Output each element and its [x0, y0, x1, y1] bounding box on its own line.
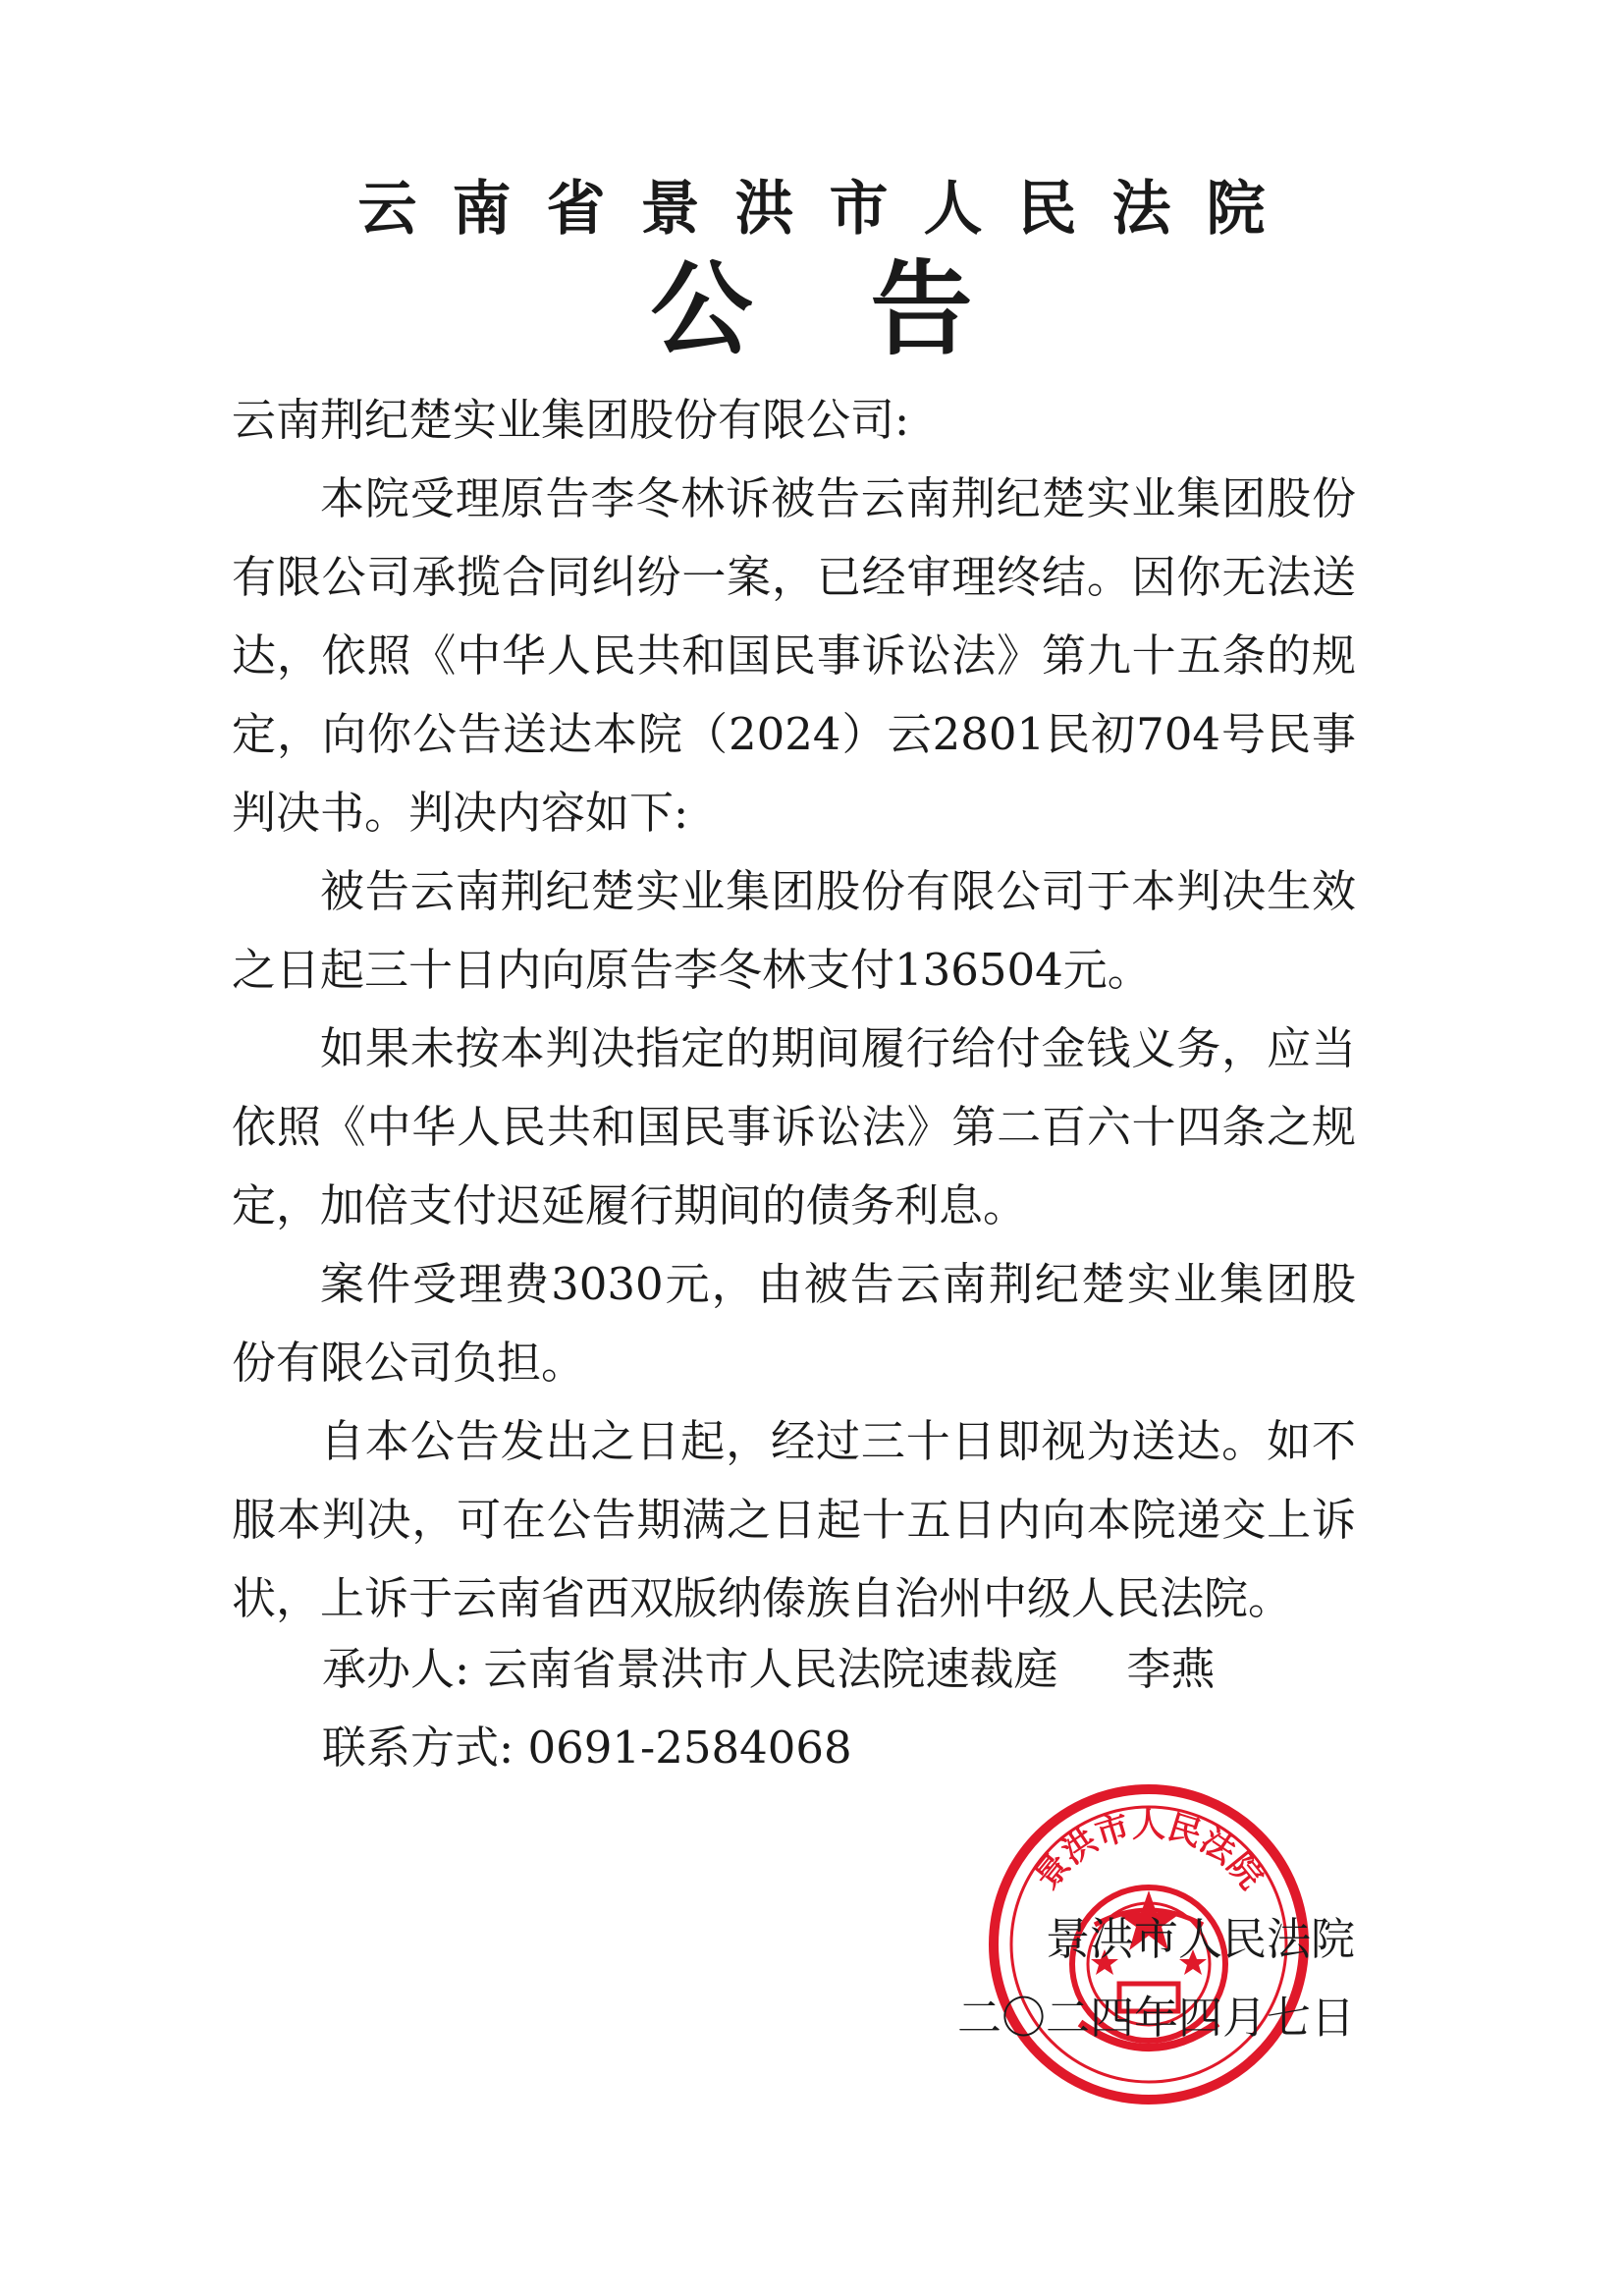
signature-court: 景洪市人民法院 [1045, 1913, 1355, 1965]
paragraph-case-info: 本院受理原告李冬林诉被告云南荆纪楚实业集团股份有限公司承揽合同纠纷一案，已经审理终结。因你无法送达，依照《中华人民共和国民事诉讼法》第九十五条的规定，向你公告送达本院（2024）云2801民初704号民事判决书。判决内容如下: [232, 472, 1356, 839]
paragraph-service-appeal: 自本公告发出之日起，经过三十日即视为送达。如不服本判决，可在公告期满之日起十五日内向本院递交上诉状，上诉于云南省西双版纳傣族自治州中级人民法院。 [232, 1415, 1356, 1624]
handler-name: 李燕 [1126, 1643, 1216, 1695]
paragraph-late-payment: 如果未按本判决指定的期间履行给付金钱义务，应当依照《中华人民共和国民事诉讼法》第二百六十四条之规定，加倍支付迟延履行期间的债务利息。 [232, 1022, 1356, 1231]
signature-date: 二〇二四年四月七日 [956, 1992, 1355, 2044]
signature-block [913, 1900, 1355, 2057]
phone-number: 0691-2584068 [527, 1722, 852, 1774]
handler-row [322, 1630, 1382, 1709]
phone-label: 联系方式: [322, 1722, 514, 1774]
handler-dept: 云南省景洪市人民法院速裁庭 [483, 1643, 1058, 1695]
paragraph-case-fee: 案件受理费3030元，由被告云南荆纪楚实业集团股份有限公司负担。 [232, 1258, 1356, 1389]
contact-block [322, 1630, 1382, 1787]
handler-label: 承办人: [322, 1643, 470, 1695]
phone-row [322, 1709, 1382, 1787]
notice-title: 公告 [650, 249, 1091, 369]
notice-body [232, 381, 1356, 1638]
court-name-heading: 云南省景洪市人民法院 [357, 175, 1301, 244]
paragraph-judgment: 被告云南荆纪楚实业集团股份有限公司于本判决生效之日起三十日内向原告李冬林支付136504元。 [232, 865, 1356, 996]
seal-text: 景洪市人民法院 [1026, 1806, 1271, 1897]
addressee: 云南荆纪楚实业集团股份有限公司: [232, 394, 910, 446]
